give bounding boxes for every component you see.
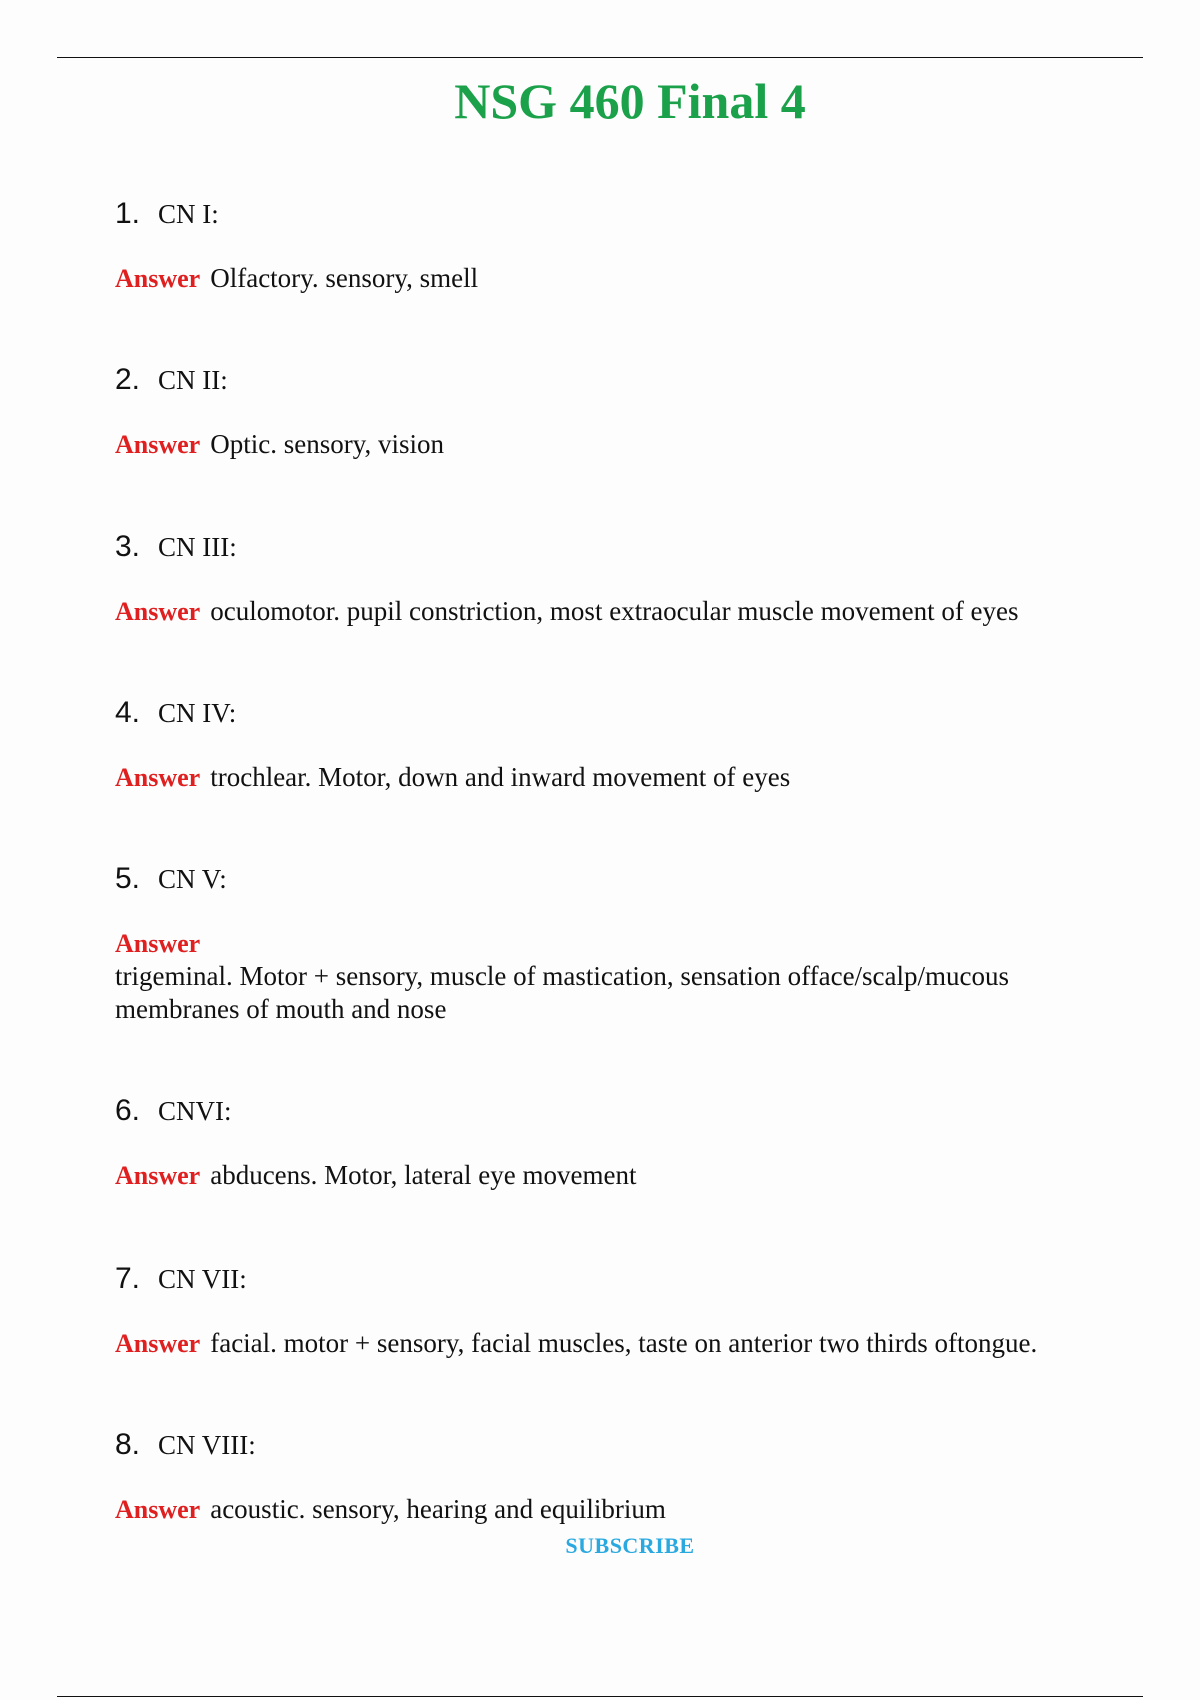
question-number: 4. [115,696,141,729]
subscribe-link[interactable]: SUBSCRIBE [565,1533,695,1558]
question-text: CN III: [158,532,237,562]
answer-label: Answer [115,1161,201,1190]
question-item-2 [115,363,1095,461]
answer-text: oculomotor. pupil constriction, most extraocular muscle movement of eyes [210,596,1019,626]
question-item-4 [115,696,1095,794]
answer-label: Answer [115,1495,201,1524]
answer-text: trigeminal. Motor + sensory, muscle of mastication, sensation offace/scalp/mucous membranes of mouth and nose [115,961,1010,1024]
answer-label: Answer [115,264,201,293]
question-text: CNVI: [158,1096,232,1126]
question-item-1 [115,197,1095,295]
question-number: 5. [115,862,141,895]
question-number: 7. [115,1262,141,1295]
question-text: CN V: [158,864,227,894]
answer-text: Olfactory. sensory, smell [210,263,479,293]
question-number: 3. [115,530,141,563]
answer-label: Answer [115,597,201,626]
question-text: CN I: [158,199,219,229]
question-number: 6. [115,1094,141,1127]
question-number: 2. [115,363,141,396]
question-text: CN VII: [158,1264,247,1294]
question-item-3 [115,530,1095,628]
question-item-8 [115,1428,1095,1526]
question-text: CN II: [158,365,228,395]
answer-text: trochlear. Motor, down and inward movement of eyes [210,762,791,792]
answer-label: Answer [115,430,201,459]
answer-label: Answer [115,929,201,958]
question-number: 8. [115,1428,141,1461]
question-item-7 [115,1262,1095,1360]
answer-label: Answer [115,1329,201,1358]
answer-text: acoustic. sensory, hearing and equilibrium [210,1494,666,1524]
answer-text: facial. motor + sensory, facial muscles, taste on anterior two thirds oftongue. [210,1328,1038,1358]
question-text: CN IV: [158,698,237,728]
answer-text: Optic. sensory, vision [210,429,444,459]
bottom-rule [57,1696,1143,1697]
question-item-5 [115,862,1095,1026]
page-title: NSG 460 Final 4 [454,73,806,129]
question-item-6 [115,1094,1095,1192]
question-number: 1. [115,197,141,230]
question-text: CN VIII: [158,1430,256,1460]
answer-text: abducens. Motor, lateral eye movement [210,1160,637,1190]
answer-label: Answer [115,763,201,792]
